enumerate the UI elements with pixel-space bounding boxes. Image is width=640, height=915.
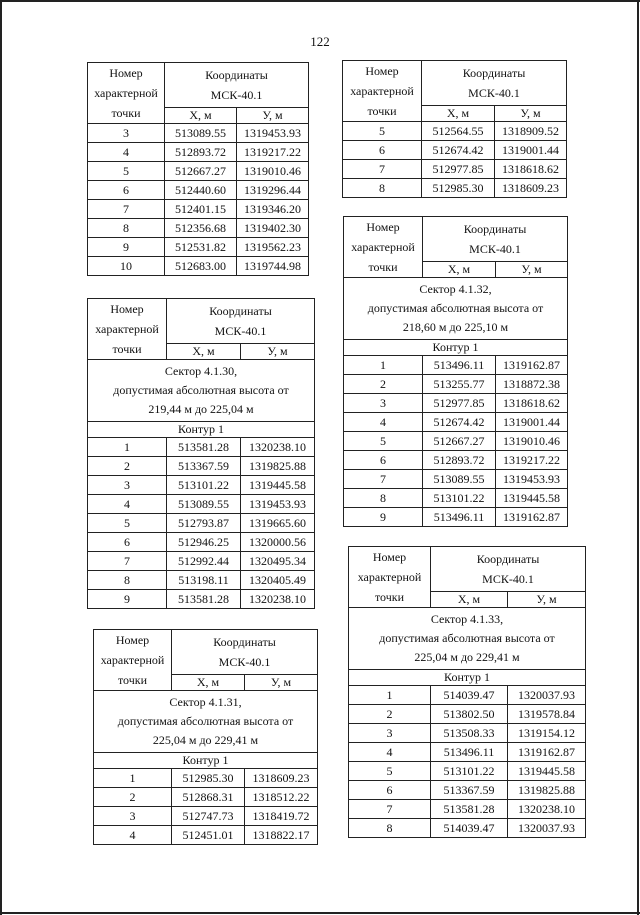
table-row — [344, 451, 568, 470]
x-header: X, м — [431, 591, 508, 607]
point-number-header: Номер характерной точки — [88, 299, 167, 360]
y-coordinate-cell: 1318618.62 — [496, 394, 568, 413]
coordinates-table-continuation-left — [87, 62, 309, 276]
x-coordinate-cell: 512451.01 — [172, 826, 245, 845]
x-coordinate-cell: 513581.28 — [167, 438, 241, 457]
y-coordinate-cell: 1319010.46 — [496, 432, 568, 451]
point-number-cell: 1 — [94, 769, 172, 788]
point-number-cell: 1 — [88, 438, 167, 457]
contour-label: Контур 1 — [344, 340, 568, 356]
y-coordinate-cell: 1318872.38 — [496, 375, 568, 394]
table-row — [349, 762, 586, 781]
y-header: У, м — [495, 105, 567, 121]
x-coordinate-cell: 513802.50 — [431, 705, 508, 724]
x-coordinate-cell: 512946.25 — [167, 533, 241, 552]
x-coordinate-cell: 512985.30 — [422, 179, 495, 198]
y-coordinate-cell: 1319453.93 — [237, 124, 309, 143]
coordinates-header: Координаты МСК-40.1 — [423, 217, 568, 262]
point-number-cell: 5 — [344, 432, 423, 451]
table-row — [344, 432, 568, 451]
point-number-cell: 5 — [88, 162, 165, 181]
point-number-cell: 1 — [349, 686, 431, 705]
point-number-cell: 2 — [94, 788, 172, 807]
y-coordinate-cell: 1319562.23 — [237, 238, 309, 257]
table-row — [349, 724, 586, 743]
point-number-cell: 9 — [88, 238, 165, 257]
x-coordinate-cell: 513367.59 — [167, 457, 241, 476]
table-row — [344, 470, 568, 489]
table-row — [349, 800, 586, 819]
x-coordinate-cell: 512356.68 — [165, 219, 237, 238]
y-coordinate-cell: 1319217.22 — [496, 451, 568, 470]
sector-caption: Сектор 4.1.31, допустимая абсолютная высота от 225,04 м до 229,41 м — [94, 691, 318, 753]
y-header: У, м — [237, 107, 309, 123]
table-row — [88, 514, 315, 533]
y-coordinate-cell: 1319346.20 — [237, 200, 309, 219]
x-coordinate-cell: 512747.73 — [172, 807, 245, 826]
x-coordinate-cell: 512674.42 — [422, 141, 495, 160]
x-coordinate-cell: 513255.77 — [423, 375, 496, 394]
coordinates-table-sector-4-1-32 — [343, 216, 568, 527]
table-row — [344, 508, 568, 527]
point-number-cell: 7 — [344, 470, 423, 489]
point-number-header: Номер характерной точки — [94, 630, 172, 691]
point-number-cell: 4 — [344, 413, 423, 432]
x-coordinate-cell: 513089.55 — [423, 470, 496, 489]
y-coordinate-cell: 1319445.58 — [241, 476, 315, 495]
y-header: У, м — [496, 261, 568, 277]
table-row — [349, 686, 586, 705]
table-row — [88, 438, 315, 457]
x-header: X, м — [165, 107, 237, 123]
point-number-cell: 6 — [344, 451, 423, 470]
sector-caption: Сектор 4.1.33, допустимая абсолютная высота от 225,04 м до 229,41 м — [349, 608, 586, 670]
table-row — [344, 489, 568, 508]
page-border-left — [0, 0, 2, 915]
y-coordinate-cell: 1318609.23 — [495, 179, 567, 198]
x-coordinate-cell: 513101.22 — [423, 489, 496, 508]
y-coordinate-cell: 1318909.52 — [495, 122, 567, 141]
y-coordinate-cell: 1318512.22 — [245, 788, 318, 807]
x-coordinate-cell: 513101.22 — [431, 762, 508, 781]
table-row — [94, 769, 318, 788]
x-header: X, м — [422, 105, 495, 121]
point-number-cell: 2 — [88, 457, 167, 476]
coordinates-header: Координаты МСК-40.1 — [165, 63, 309, 108]
contour-label: Контур 1 — [94, 753, 318, 769]
y-coordinate-cell: 1319445.58 — [508, 762, 586, 781]
table-row — [88, 457, 315, 476]
x-coordinate-cell: 514039.47 — [431, 819, 508, 838]
point-number-cell: 8 — [88, 219, 165, 238]
y-coordinate-cell: 1320037.93 — [508, 819, 586, 838]
point-number-cell: 8 — [344, 489, 423, 508]
table-row — [349, 705, 586, 724]
x-coordinate-cell: 514039.47 — [431, 686, 508, 705]
x-coordinate-cell: 512977.85 — [422, 160, 495, 179]
x-header: X, м — [167, 343, 241, 359]
x-coordinate-cell: 513496.11 — [423, 356, 496, 375]
point-number-cell: 2 — [349, 705, 431, 724]
y-coordinate-cell: 1320238.10 — [241, 438, 315, 457]
y-coordinate-cell: 1319744.98 — [237, 257, 309, 276]
point-number-cell: 7 — [88, 552, 167, 571]
x-coordinate-cell: 512667.27 — [165, 162, 237, 181]
table-row — [343, 160, 567, 179]
y-header: У, м — [508, 591, 586, 607]
table-row — [349, 743, 586, 762]
x-coordinate-cell: 512992.44 — [167, 552, 241, 571]
point-number-cell: 6 — [349, 781, 431, 800]
y-coordinate-cell: 1319001.44 — [495, 141, 567, 160]
table-row — [88, 124, 309, 143]
y-coordinate-cell: 1318419.72 — [245, 807, 318, 826]
table-row — [88, 495, 315, 514]
x-coordinate-cell: 513581.28 — [431, 800, 508, 819]
contour-label: Контур 1 — [349, 670, 586, 686]
x-coordinate-cell: 512985.30 — [172, 769, 245, 788]
x-coordinate-cell: 512868.31 — [172, 788, 245, 807]
point-number-cell: 5 — [88, 514, 167, 533]
coordinates-header: Координаты МСК-40.1 — [167, 299, 315, 344]
point-number-header: Номер характерной точки — [344, 217, 423, 278]
y-header: У, м — [245, 674, 318, 690]
coordinates-header: Координаты МСК-40.1 — [172, 630, 318, 675]
point-number-cell: 1 — [344, 356, 423, 375]
point-number-cell: 6 — [343, 141, 422, 160]
y-coordinate-cell: 1319453.93 — [496, 470, 568, 489]
page-border-top — [0, 0, 640, 2]
x-coordinate-cell: 512893.72 — [423, 451, 496, 470]
table-row — [344, 375, 568, 394]
point-number-cell: 8 — [349, 819, 431, 838]
x-coordinate-cell: 513581.28 — [167, 590, 241, 609]
y-coordinate-cell: 1318609.23 — [245, 769, 318, 788]
x-coordinate-cell: 512667.27 — [423, 432, 496, 451]
y-coordinate-cell: 1318822.17 — [245, 826, 318, 845]
table-row — [94, 788, 318, 807]
coordinates-header: Координаты МСК-40.1 — [431, 547, 586, 592]
table-row — [344, 413, 568, 432]
y-coordinate-cell: 1319825.88 — [508, 781, 586, 800]
point-number-cell: 7 — [349, 800, 431, 819]
table-row — [88, 238, 309, 257]
table-row — [88, 219, 309, 238]
coordinates-header: Координаты МСК-40.1 — [422, 61, 567, 106]
point-number-cell: 3 — [88, 124, 165, 143]
table-row — [88, 181, 309, 200]
table-row — [343, 122, 567, 141]
y-coordinate-cell: 1320238.10 — [241, 590, 315, 609]
y-coordinate-cell: 1318618.62 — [495, 160, 567, 179]
point-number-cell: 2 — [344, 375, 423, 394]
contour-label: Контур 1 — [88, 422, 315, 438]
table-row — [88, 162, 309, 181]
table-row — [349, 819, 586, 838]
x-coordinate-cell: 513496.11 — [423, 508, 496, 527]
x-header: X, м — [423, 261, 496, 277]
x-coordinate-cell: 512440.60 — [165, 181, 237, 200]
point-number-cell: 6 — [88, 181, 165, 200]
y-header: У, м — [241, 343, 315, 359]
y-coordinate-cell: 1319825.88 — [241, 457, 315, 476]
y-coordinate-cell: 1319445.58 — [496, 489, 568, 508]
x-coordinate-cell: 512674.42 — [423, 413, 496, 432]
page-border-right — [637, 0, 639, 915]
x-coordinate-cell: 512893.72 — [165, 143, 237, 162]
x-coordinate-cell: 513089.55 — [165, 124, 237, 143]
y-coordinate-cell: 1319453.93 — [241, 495, 315, 514]
coordinates-table-sector-4-1-33 — [348, 546, 586, 838]
table-row — [94, 826, 318, 845]
point-number-cell: 5 — [343, 122, 422, 141]
sector-caption: Сектор 4.1.32, допустимая абсолютная высота от 218,60 м до 225,10 м — [344, 278, 568, 340]
point-number-cell: 6 — [88, 533, 167, 552]
table-row — [343, 179, 567, 198]
table-row — [88, 143, 309, 162]
table-row — [94, 807, 318, 826]
y-coordinate-cell: 1320037.93 — [508, 686, 586, 705]
point-number-cell: 9 — [88, 590, 167, 609]
y-coordinate-cell: 1319162.87 — [496, 508, 568, 527]
y-coordinate-cell: 1319578.84 — [508, 705, 586, 724]
table-row — [88, 571, 315, 590]
point-number-cell: 8 — [88, 571, 167, 590]
y-coordinate-cell: 1319162.87 — [508, 743, 586, 762]
x-coordinate-cell: 512564.55 — [422, 122, 495, 141]
table-row — [88, 476, 315, 495]
x-coordinate-cell: 512977.85 — [423, 394, 496, 413]
x-coordinate-cell: 513198.11 — [167, 571, 241, 590]
x-coordinate-cell: 512401.15 — [165, 200, 237, 219]
table-row — [344, 394, 568, 413]
table-row — [343, 141, 567, 160]
page-number: 122 — [310, 34, 330, 49]
point-number-cell: 3 — [344, 394, 423, 413]
point-number-header: Номер характерной точки — [88, 63, 165, 124]
coordinates-table-continuation-right — [342, 60, 567, 198]
point-number-cell: 8 — [343, 179, 422, 198]
y-coordinate-cell: 1319296.44 — [237, 181, 309, 200]
table-row — [344, 356, 568, 375]
y-coordinate-cell: 1320238.10 — [508, 800, 586, 819]
y-coordinate-cell: 1319402.30 — [237, 219, 309, 238]
x-coordinate-cell: 513508.33 — [431, 724, 508, 743]
y-coordinate-cell: 1320405.49 — [241, 571, 315, 590]
y-coordinate-cell: 1320495.34 — [241, 552, 315, 571]
x-coordinate-cell: 513089.55 — [167, 495, 241, 514]
point-number-cell: 4 — [349, 743, 431, 762]
point-number-cell: 7 — [88, 200, 165, 219]
x-coordinate-cell: 512683.00 — [165, 257, 237, 276]
y-coordinate-cell: 1319665.60 — [241, 514, 315, 533]
table-row — [88, 200, 309, 219]
y-coordinate-cell: 1319217.22 — [237, 143, 309, 162]
point-number-cell: 4 — [88, 495, 167, 514]
x-coordinate-cell: 512793.87 — [167, 514, 241, 533]
point-number-cell: 3 — [94, 807, 172, 826]
x-coordinate-cell: 513101.22 — [167, 476, 241, 495]
page-border-bottom — [0, 912, 640, 914]
x-coordinate-cell: 513367.59 — [431, 781, 508, 800]
point-number-cell: 10 — [88, 257, 165, 276]
coordinates-table-sector-4-1-31 — [93, 629, 318, 845]
y-coordinate-cell: 1319154.12 — [508, 724, 586, 743]
x-coordinate-cell: 512531.82 — [165, 238, 237, 257]
table-row — [88, 552, 315, 571]
table-row — [88, 590, 315, 609]
coordinates-table-sector-4-1-30 — [87, 298, 315, 609]
x-header: X, м — [172, 674, 245, 690]
y-coordinate-cell: 1320000.56 — [241, 533, 315, 552]
point-number-cell: 5 — [349, 762, 431, 781]
point-number-cell: 3 — [88, 476, 167, 495]
y-coordinate-cell: 1319001.44 — [496, 413, 568, 432]
point-number-header: Номер характерной точки — [343, 61, 422, 122]
point-number-cell: 4 — [88, 143, 165, 162]
table-row — [349, 781, 586, 800]
x-coordinate-cell: 513496.11 — [431, 743, 508, 762]
table-row — [88, 257, 309, 276]
table-row — [88, 533, 315, 552]
point-number-cell: 4 — [94, 826, 172, 845]
point-number-header: Номер характерной точки — [349, 547, 431, 608]
point-number-cell: 9 — [344, 508, 423, 527]
y-coordinate-cell: 1319162.87 — [496, 356, 568, 375]
sector-caption: Сектор 4.1.30, допустимая абсолютная высота от 219,44 м до 225,04 м — [88, 360, 315, 422]
point-number-cell: 7 — [343, 160, 422, 179]
y-coordinate-cell: 1319010.46 — [237, 162, 309, 181]
point-number-cell: 3 — [349, 724, 431, 743]
